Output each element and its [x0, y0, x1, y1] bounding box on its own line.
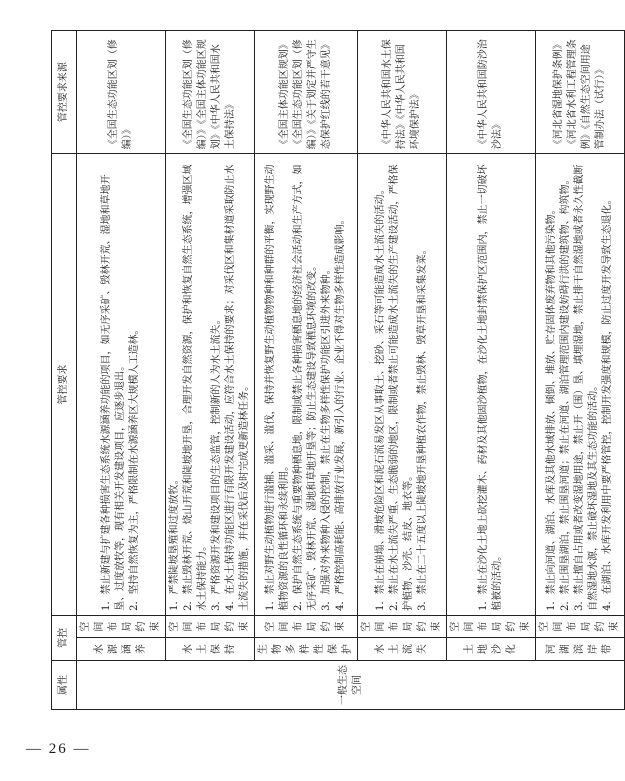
requirement-item: 2．禁止围垦湖泊，禁止围垦河道；禁止在河道、湖泊管理范围内建设妨碍行洪的建筑物、构筑物。: [560, 174, 571, 611]
table-row: [447, 31, 536, 710]
requirement-item: 4．严格控制高耗能、高排放行业发展，新引入的行业、企业不得对生物多样性造成影响。: [335, 214, 346, 611]
row-source: 《全国主体功能区规划》《全国生态功能区划（修编）》《关于划定并严守生态保护红线的若干意见》: [255, 31, 358, 154]
row-type: 空间布局约束: [447, 615, 536, 638]
header-control: 管控: [52, 615, 77, 660]
row-requirements: [166, 154, 255, 616]
row-source: 《中华人民共和国水土保持法》《中华人民共和国环境保护法》: [358, 31, 447, 154]
row-type: 空间布局约束: [255, 615, 358, 638]
requirement-item: 2．保护自然生态系统与重要物种栖息地，限制或禁止各种损害栖息地的经济社会活动和生产方式，如无序采矿、毁林开荒、湿地和草地开垦等；防止生态建设导致栖息环境的改变。: [293, 164, 318, 611]
group-label: 一般生态空间: [77, 660, 625, 709]
row-name: 水土保持: [166, 638, 255, 661]
row-type: 空间布局约束: [358, 615, 447, 638]
header-source: 管控要求来源: [52, 31, 77, 154]
requirement-item: 1．禁止在沙化土地上砍挖灌木、药材及其他固沙植物，在沙化土地封禁保护区范围内，禁止一切破坏植被的活动。: [478, 164, 503, 611]
row-name: 水土流失: [358, 638, 447, 661]
requirement-item: 3．加强对外来物种入侵的控制，禁止在生物多样性保护功能区引进外来物种。: [321, 264, 332, 611]
row-requirements: [358, 154, 447, 616]
requirement-item: 1．禁止对野生动植物进行滥捕、滥采、滥伐，保持并恢复野生动植物物种和种群的平衡，实现野生动植物资源的良性循环和永续利用。: [265, 164, 290, 611]
table-row: [166, 31, 255, 710]
row-requirements: [77, 154, 166, 616]
requirement-item: 1．严禁陡坡垦殖和过度放牧。: [169, 474, 180, 611]
row-requirements: [255, 154, 358, 616]
table-row: [255, 31, 358, 710]
row-type: 空间布局约束: [166, 615, 255, 638]
page-number: — 26 —: [26, 741, 91, 757]
row-source: 《全国生态功能区划（修编）》: [77, 31, 166, 154]
row-name: 生物多样性保护: [255, 638, 358, 661]
requirement-item: 2．坚持自然恢复为主，严格限制在水源涵养区大规模人工造林。: [129, 324, 140, 611]
control-requirements-table: [51, 30, 625, 710]
row-requirements: [447, 154, 536, 616]
row-name: 水源涵养: [77, 638, 166, 661]
table-header-row: [52, 31, 77, 710]
requirement-item: 3．禁止擅自占用或者改变湿地用途，禁止开（围）垦、填埋湿地，禁止排干自然湿地或者永久性截断自然湿地水源，禁止破坏湿地及其生态功能的活动。: [574, 164, 599, 611]
requirement-item: 1．禁止在崩塌、滑坡危险区和泥石流易发区从事取土、挖砂、采石等可能造成水土流失的活动。: [375, 184, 386, 611]
row-source: 《中华人民共和国防沙治沙法》: [447, 31, 536, 154]
table-row: [536, 31, 625, 710]
row-name: 河湖滨岸带: [536, 638, 625, 661]
header-requirement: 管控要求: [52, 154, 77, 616]
table-row: [358, 31, 447, 710]
requirement-item: 2．禁止毁林开荒、烧山开荒和陡坡地开垦，合理开发自然资源，保护和恢复自然生态系统，增强区域水土保持能力。: [183, 164, 208, 611]
table-row: [77, 31, 166, 710]
requirement-item: 3．严格资源开发和建设项目的生态监管，控制新的人为水土流失。: [211, 314, 222, 611]
row-requirements: [536, 154, 625, 616]
row-type: 空间布局约束: [77, 615, 166, 638]
requirement-item: 1．禁止新建与扩建各种损害生态系统水源涵养功能的项目，如无序采矿、毁林开荒、湿地和草地开垦、过度放牧等，现有相关开发建设项目，应逐步退出。: [101, 174, 126, 611]
row-source: 《全国生态功能区划（修编）》《全国主体功能区规划》《中华人民共和国水土保持法》: [166, 31, 255, 154]
requirement-item: 2．禁止在水土流失严重、生态脆弱的地区，限制或者禁止可能造成水土流失的生产建设活动，严格保护植物、沙壳、结皮、地衣等。: [389, 164, 414, 611]
requirement-item: 3．禁止在二十五度以上陡坡地开垦种植农作物，禁止毁林、毁草开垦和采集发菜。: [417, 244, 428, 611]
header-attribute: 属性: [52, 660, 77, 709]
row-source: 《河北省湿地保护条例》《河北省水利工程管理条例》《自然生态空间用途管制办法（试行）》: [536, 31, 625, 154]
row-name: 土地沙化: [447, 638, 536, 661]
requirement-item: 4．在水土保持功能区进行有限开发建设活动，应符合水土保持的要求；对采伐区和集材道采取防止水土流失的措施，并在采伐后及时完成更新造林任务。: [225, 164, 250, 611]
requirement-item: 4．在湖泊、水库开发利用中要严格管控，控制开发强度和规模，防止过度开发导致生态退化。: [602, 194, 613, 611]
requirement-item: 1．禁止向河道、湖泊、水库及其他水域排放、倾倒、堆放、贮存固体废弃物和其他污染物。: [546, 204, 557, 611]
rotated-table-stage: [51, 30, 620, 710]
row-type: 空间布局约束: [536, 615, 625, 638]
